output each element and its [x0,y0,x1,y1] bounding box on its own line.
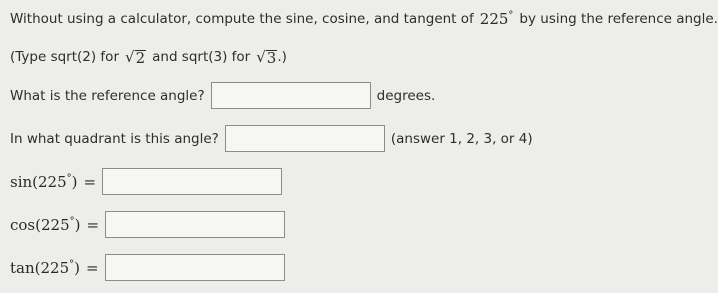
quadrant-input[interactable] [225,125,385,152]
sin-equals: = [83,172,97,191]
sqrt-two-symbol: √ 2 [125,48,146,67]
quadrant-row [10,125,533,152]
tan-row [10,254,285,281]
tan-equals: = [86,258,99,277]
hint-text-open: (Type sqrt(2) for [10,49,119,65]
reference-angle-input[interactable] [211,82,371,109]
reference-angle-label: What is the reference angle? [10,87,205,104]
tan-answer-input[interactable] [105,254,285,281]
cos-row [10,211,285,238]
cos-expression: cos(225°) [10,215,81,234]
sin-row [10,168,282,195]
quadrant-suffix: (answer 1, 2, 3, or 4) [390,130,533,147]
hint-text-middle: and sqrt(3) for [152,49,251,65]
instructions-line [10,10,718,28]
quadrant-label: In what quadrant is this angle? [10,130,219,147]
sin-expression: sin(225°) [10,172,78,191]
sqrt-three-symbol: √ 3 [256,48,277,67]
hint-line [10,48,287,66]
reference-angle-row [10,82,435,109]
tan-expression: tan(225°) [10,258,80,277]
cos-answer-input[interactable] [105,211,285,238]
instructions-text-start: Without using a calculator, compute the sine, cosine, and tangent of [10,11,474,27]
instructions-angle: 225° [479,10,514,28]
cos-equals: = [86,215,100,234]
reference-angle-suffix: degrees. [376,87,436,104]
instructions-text-end: by using the reference angle. [519,11,718,27]
sin-answer-input[interactable] [102,168,282,195]
hint-text-close: .) [277,49,287,65]
